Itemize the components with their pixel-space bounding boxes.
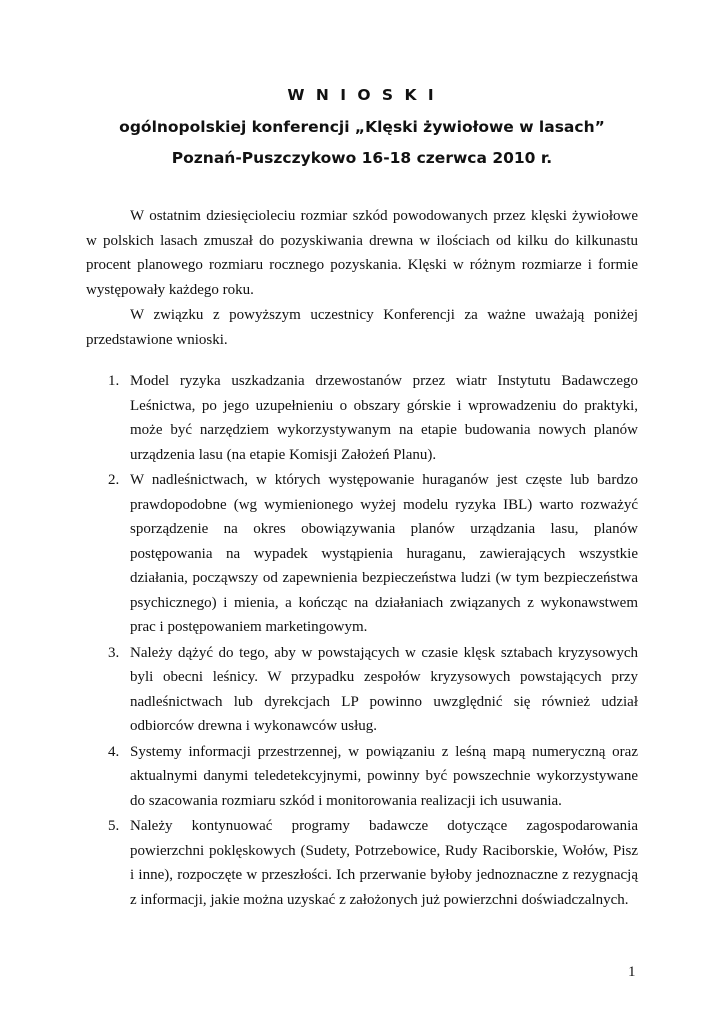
list-item-text: Model ryzyka uszkadzania drzewostanów przez wiatr Instytutu Badawczego Leśnictwa, po jego uzupełnieniu o obszary górskie i wprowadzeniu do praktyki, może być narzędziem wykorzystywanym na etapie budowania nowych planów urządzenia lasu (na etapie Komisji Założeń Planu).	[130, 373, 638, 463]
list-item	[86, 740, 638, 814]
list-item-number: 3.	[108, 644, 120, 661]
list-item	[86, 641, 638, 739]
intro-paragraph: W ostatnim dziesięcioleciu rozmiar szkód powodowanych przez klęski żywiołowe w polskich lasach zmuszał do pozyskiwania drewna w ilościach od kilku do kilkunastu procent planowego rozmiaru rocznego pozyskania. Klęski w różnym rozmiarze i formie występowały każdego roku.	[86, 208, 638, 298]
list-item	[86, 814, 638, 912]
document-title: W N I O S K I	[287, 86, 437, 104]
list-item-number: 2.	[108, 472, 120, 488]
list-item-text: W nadleśnictwach, w których występowanie huraganów jest częste lub bardzo prawdopodobne (wg wymienionego wyżej modelu ryzyka IBL) warto rozważyć sporządzenie na okres obowiązywania planów urządzania lasu, planów postępowania na wypadek wystąpienia huraganu, zawierających wszystkie działania, począwszy od zapewnienia bezpieczeństwa ludzi (w tym bezpieczeństwa psychicznego) i mienia, a kończąc na działaniach związanych z wykonawstwem prac i postępowaniem marketingowym.	[130, 472, 638, 635]
conclusions-list	[86, 369, 638, 913]
document-subtitle: ogólnopolskiej konferencji „Klęski żywiołowe w lasach”	[119, 118, 605, 136]
page-number: 1	[628, 964, 636, 980]
list-item-number: 4.	[108, 743, 120, 760]
list-item-number: 1.	[108, 373, 120, 389]
list-item-text: Systemy informacji przestrzennej, w powiązaniu z leśną mapą numeryczną oraz aktualnymi danymi teledetekcyjnymi, powinny być powszechnie wykorzystywane do szacowania rozmiaru szkód i monitorowania realizacji ich usuwania.	[130, 743, 638, 809]
conclusions-lead-paragraph: W związku z powyższym uczestnicy Konferencji za ważne uważają poniżej przedstawione wnioski.	[86, 307, 638, 348]
list-item-number: 5.	[108, 818, 120, 834]
document-place-date: Poznań-Puszczykowo 16-18 czerwca 2010 r.	[171, 149, 553, 167]
list-item-text: Należy kontynuować programy badawcze dotyczące zagospodarowania powierzchni poklęskowych (Sudety, Potrzebowice, Rudy Raciborskie, Wołów, Pisz i inne), rozpoczęte w przeszłości. Ich przerwanie byłoby jednoznaczne z rezygnacją z informacji, jakie można uzyskać z założonych już powierzchni doświadczalnych.	[130, 818, 638, 908]
list-item	[86, 369, 638, 467]
list-item	[86, 468, 638, 640]
list-item-text: Należy dążyć do tego, aby w powstających w czasie klęsk sztabach kryzysowych byli obecni leśnicy. W przypadku zespołów kryzysowych powstających przy nadleśnictwach lub dyrekcjach LP powinno uwzględnić się również udział odbiorców drewna i wykonawców usług.	[130, 644, 638, 734]
